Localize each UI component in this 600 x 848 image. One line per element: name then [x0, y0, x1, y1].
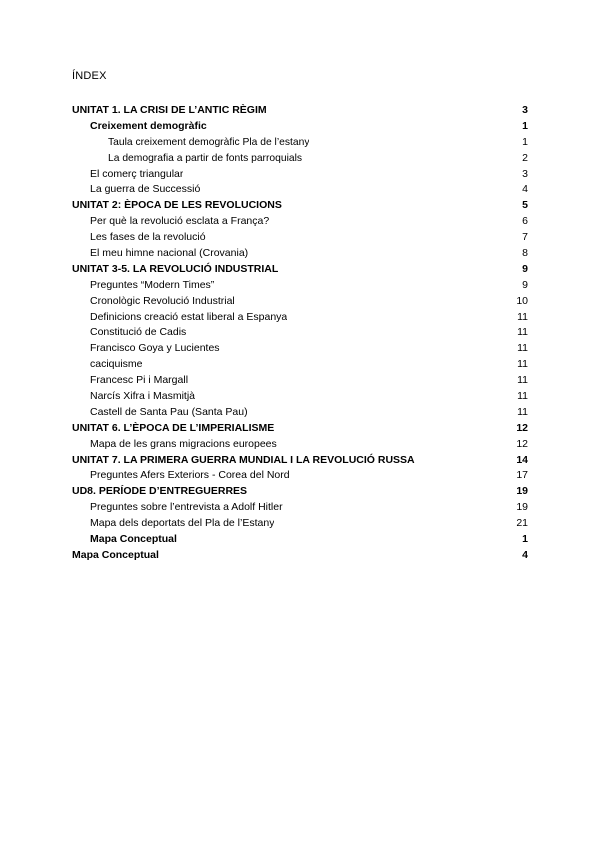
toc-entry-label: Preguntes Afers Exteriors - Corea del Nord [90, 469, 290, 482]
toc-entry[interactable] [72, 484, 528, 500]
toc-entry-label: UD8. PERÍODE D’ENTREGUERRES [72, 485, 248, 498]
toc-entry-page: 4 [522, 548, 528, 561]
toc-entry-page: 19 [516, 501, 528, 514]
toc-entry[interactable] [72, 453, 528, 469]
toc-entry-label: Constitució de Cadis [90, 326, 187, 339]
toc-entry-label: UNITAT 3-5. LA REVOLUCIÓ INDUSTRIAL [72, 262, 279, 275]
toc-entry-page: 2 [522, 151, 528, 164]
toc-entry-page: 19 [516, 485, 528, 498]
toc-entry-page: 8 [522, 247, 528, 260]
toc-entry[interactable] [72, 278, 528, 294]
table-of-contents [72, 103, 528, 564]
toc-entry-label: Francesc Pi i Margall [90, 374, 189, 387]
toc-entry-page: 11 [517, 358, 528, 371]
toc-entry-label: UNITAT 7. LA PRIMERA GUERRA MUNDIAL I LA REVOLUCIÓ RUSSA [72, 453, 415, 466]
toc-entry-label: UNITAT 2: ÈPOCA DE LES REVOLUCIONS [72, 199, 282, 212]
toc-entry-page: 11 [517, 342, 528, 355]
toc-entry-label: El meu himne nacional (Crovania) [90, 247, 249, 260]
toc-entry-page: 9 [522, 262, 528, 275]
toc-entry-page: 11 [517, 390, 528, 403]
toc-entry-label: Castell de Santa Pau (Santa Pau) [90, 405, 248, 418]
toc-entry-page: 6 [522, 215, 528, 228]
toc-entry[interactable] [72, 135, 528, 151]
toc-entry-label: Les fases de la revolució [90, 231, 206, 244]
toc-entry[interactable] [72, 119, 528, 135]
toc-entry-label: UNITAT 6. L’ÈPOCA DE L’IMPERIALISME [72, 421, 275, 434]
toc-entry-label: La guerra de Successió [90, 183, 201, 196]
toc-entry-page: 1 [522, 135, 528, 148]
toc-entry-page: 9 [522, 278, 528, 291]
toc-entry-label: Mapa Conceptual [90, 533, 177, 546]
toc-entry[interactable] [72, 468, 528, 484]
toc-entry-page: 3 [522, 104, 528, 116]
toc-entry[interactable] [72, 214, 528, 230]
toc-entry-label: Mapa Conceptual [72, 548, 159, 561]
toc-entry[interactable] [72, 198, 528, 214]
index-title: ÍNDEX [72, 70, 107, 82]
toc-entry-label: El comerç triangular [90, 167, 184, 180]
toc-entry-label: Mapa de les grans migracions europees [90, 437, 277, 450]
toc-entry[interactable] [72, 548, 528, 564]
toc-entry-page: 3 [522, 167, 528, 180]
toc-entry-label: Preguntes “Modern Times” [90, 278, 215, 291]
toc-entry[interactable] [72, 532, 528, 548]
toc-entry[interactable] [72, 421, 528, 437]
toc-entry-label: Per què la revolució esclata a França? [90, 215, 270, 228]
toc-entry-page: 1 [522, 533, 528, 546]
toc-entry-page: 7 [522, 231, 528, 244]
toc-entry[interactable] [72, 389, 528, 405]
toc-entry-page: 4 [522, 183, 528, 196]
toc-entry-label: Creixement demogràfic [90, 119, 207, 132]
toc-entry[interactable] [72, 373, 528, 389]
toc-entry-label: Mapa dels deportats del Pla de l’Estany [90, 517, 275, 530]
toc-entry-page: 11 [517, 326, 528, 339]
toc-entry-label: La demografia a partir de fonts parroquials [108, 152, 303, 164]
toc-entry[interactable] [72, 325, 528, 341]
toc-entry-page: 17 [516, 469, 528, 482]
toc-entry[interactable] [72, 230, 528, 246]
toc-entry[interactable] [72, 357, 528, 373]
toc-entry[interactable] [72, 246, 528, 262]
toc-entry[interactable] [72, 405, 528, 421]
toc-entry[interactable] [72, 500, 528, 516]
toc-entry[interactable] [72, 341, 528, 357]
toc-entry-label: caciquisme [90, 358, 143, 371]
toc-entry[interactable] [72, 262, 528, 278]
toc-entry-page: 21 [516, 517, 528, 530]
toc-entry-label: Francisco Goya y Lucientes [90, 342, 220, 355]
toc-entry-label: Preguntes sobre l’entrevista a Adolf Hitler [90, 501, 283, 514]
toc-entry-page: 10 [516, 294, 528, 307]
toc-entry[interactable] [72, 182, 528, 198]
toc-entry-label: Definicions creació estat liberal a Espanya [90, 310, 288, 323]
toc-entry[interactable] [72, 437, 528, 453]
toc-entry-label: Narcís Xifra i Masmitjà [90, 390, 196, 403]
toc-entry[interactable] [72, 294, 528, 310]
toc-entry-label: Taula creixement demogràfic Pla de l’estany [108, 136, 310, 148]
toc-entry-page: 14 [516, 453, 528, 466]
toc-entry-page: 12 [516, 437, 528, 450]
toc-entry-page: 1 [522, 119, 528, 132]
toc-entry-label: Cronològic Revolució Industrial [90, 294, 235, 307]
toc-entry-page: 11 [517, 310, 528, 323]
toc-entry[interactable] [72, 167, 528, 183]
toc-entry[interactable] [72, 310, 528, 326]
toc-entry[interactable] [72, 103, 528, 119]
toc-entry[interactable] [72, 151, 528, 167]
toc-entry[interactable] [72, 516, 528, 532]
toc-entry-label: UNITAT 1. LA CRISI DE L’ANTIC RÈGIM [72, 104, 267, 116]
toc-entry-page: 5 [522, 199, 528, 212]
toc-entry-page: 11 [517, 405, 528, 418]
toc-entry-page: 12 [516, 421, 528, 434]
toc-entry-page: 11 [517, 374, 528, 387]
